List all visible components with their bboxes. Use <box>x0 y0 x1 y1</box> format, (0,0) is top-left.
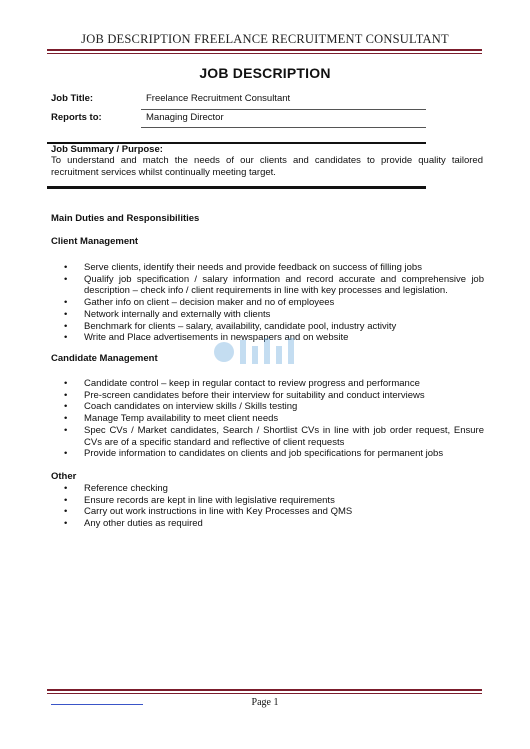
list-item <box>0 390 484 402</box>
list-item-text: Any other duties as required <box>84 518 203 530</box>
list-item-text: Qualify job specification / salary information and record accurate and comprehensive job description – check info / client requirements in line with key processes and legislation. <box>84 273 484 297</box>
bullet-icon: • <box>64 483 68 494</box>
bullet-icon: • <box>64 401 68 413</box>
bullet-icon: • <box>64 332 68 344</box>
bullet-icon: • <box>64 506 68 518</box>
footer-link-underline[interactable] <box>51 704 143 705</box>
other-duties-list <box>0 483 484 530</box>
list-item <box>0 401 484 413</box>
bullet-icon: • <box>64 262 68 273</box>
list-item <box>0 297 484 309</box>
job-title-value: Freelance Recruitment Consultant <box>146 93 291 104</box>
document-title: JOB DESCRIPTION <box>199 65 331 81</box>
list-item-text: Serve clients, identify their needs and provide feedback on success of filling jobs <box>84 262 422 273</box>
list-item <box>0 378 484 390</box>
header-rule <box>47 49 482 51</box>
bullet-icon: • <box>64 308 68 320</box>
reports-to-label: Reports to: <box>51 112 102 123</box>
watermark-logo-icon <box>212 330 302 372</box>
bullet-icon: • <box>64 378 68 389</box>
list-item-text: Spec CVs / Market candidates, Search / Shortlist CVs in line with job order request, Ensure CVs are of a specific standard and reflective of client requests <box>84 424 484 448</box>
bullet-icon: • <box>64 448 68 460</box>
footer-rule-thin <box>47 693 482 694</box>
other-heading: Other <box>51 471 77 482</box>
list-item-text: Pre-screen candidates before their interview for suitability and conduct interviews <box>84 389 425 401</box>
list-item <box>0 274 484 297</box>
list-item <box>0 518 484 530</box>
summary-heading: Job Summary / Purpose: <box>51 144 163 155</box>
list-item-text: Write and Place advertisements in newspapers and on website <box>84 332 349 344</box>
list-item <box>0 506 484 518</box>
bullet-icon: • <box>64 389 68 401</box>
list-item-text: Network internally and externally with clients <box>84 308 271 320</box>
list-item <box>0 262 484 274</box>
list-item <box>0 448 484 460</box>
list-item <box>0 413 484 425</box>
list-item-text: Ensure records are kept in line with legislative requirements <box>84 494 335 506</box>
list-item-text: Gather info on client – decision maker and no of employees <box>84 297 335 309</box>
client-management-heading: Client Management <box>51 236 139 247</box>
bullet-icon: • <box>64 320 68 332</box>
list-item <box>0 483 484 495</box>
header-rule-thin <box>47 53 482 54</box>
running-header: JOB DESCRIPTION FREELANCE RECRUITMENT CONSULTANT <box>81 32 449 46</box>
summary-text: To understand and match the needs of our clients and candidates to provide quality tailored recruitment services whilst continually meeting target. <box>51 155 483 178</box>
reports-to-rule <box>141 127 426 128</box>
list-item-text: Reference checking <box>84 483 168 494</box>
candidate-duties-list <box>0 378 484 460</box>
list-item-text: Provide information to candidates on clients and job specifications for permanent jobs <box>84 448 444 460</box>
list-item <box>0 309 484 321</box>
bullet-icon: • <box>64 494 68 506</box>
bullet-icon: • <box>64 273 68 285</box>
list-item-text: Manage Temp availability to meet client needs <box>84 413 279 425</box>
bullet-icon: • <box>64 297 68 309</box>
bullet-icon: • <box>64 424 68 436</box>
footer-rule <box>47 689 482 691</box>
list-item-text: Carry out work instructions in line with Key Processes and QMS <box>84 506 353 518</box>
list-item <box>0 495 484 507</box>
summary-rule-bottom <box>47 186 426 189</box>
list-item <box>0 425 484 448</box>
page-number: Page 1 <box>251 697 279 708</box>
bullet-icon: • <box>64 518 68 530</box>
job-title-rule <box>141 109 426 110</box>
bullet-icon: • <box>64 413 68 425</box>
list-item-text: Coach candidates on interview skills / Skills testing <box>84 401 298 413</box>
list-item-text: Candidate control – keep in regular contact to review progress and performance <box>84 378 420 389</box>
candidate-management-heading: Candidate Management <box>51 353 158 364</box>
main-duties-heading: Main Duties and Responsibilities <box>51 213 200 224</box>
reports-to-value: Managing Director <box>146 112 224 123</box>
list-item-text: Benchmark for clients – salary, availability, candidate pool, industry activity <box>84 320 397 332</box>
job-title-label: Job Title: <box>51 93 94 104</box>
